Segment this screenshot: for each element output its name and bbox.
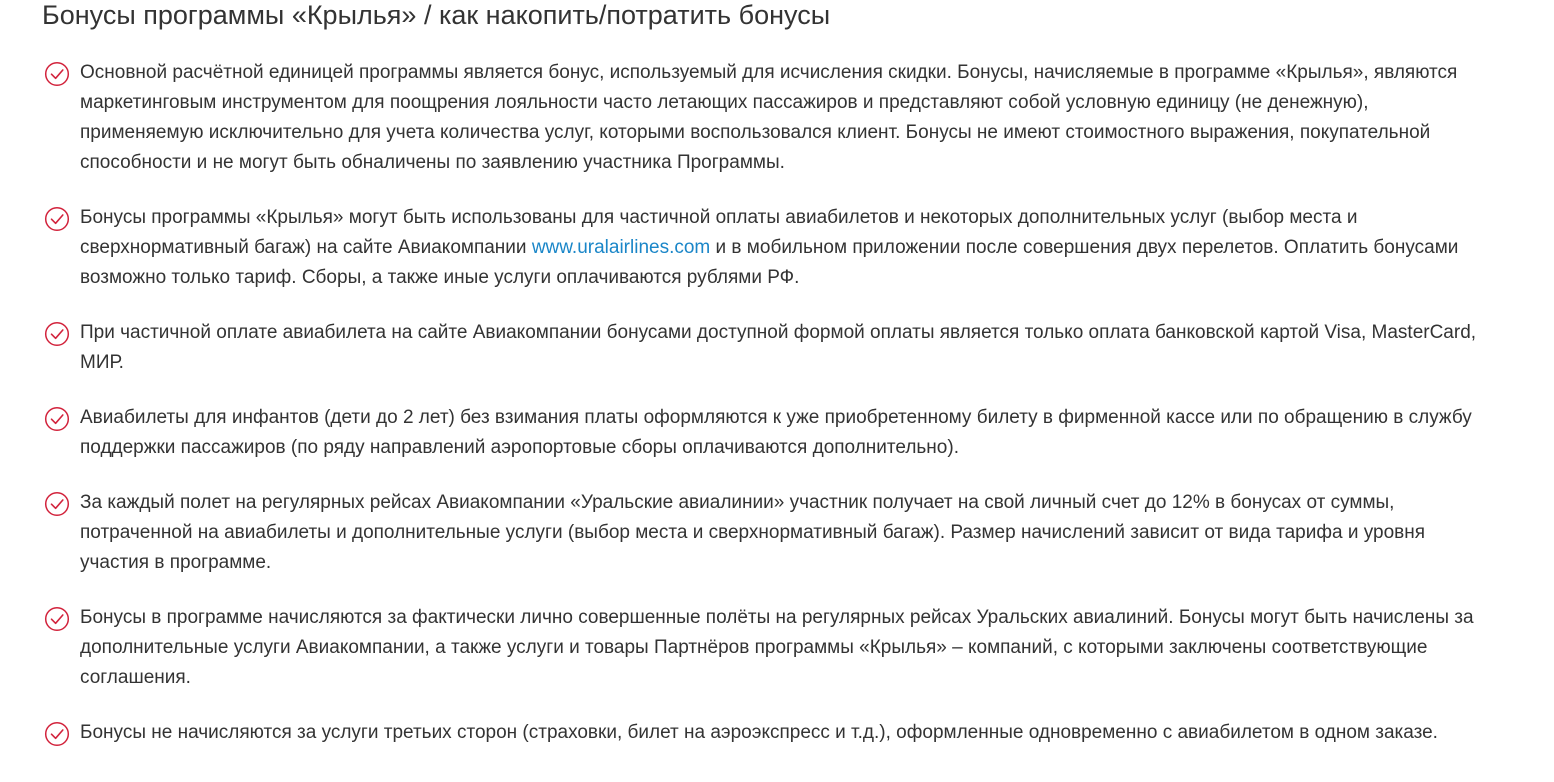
- list-item-text: Авиабилеты для инфантов (дети до 2 лет) без взимания платы оформляются к уже приобретенному билету в фирменной кассе или по обращению в службу поддержки пассажиров (по ряду направлений аэропортовые сборы оплачиваются дополнительно).: [80, 407, 1472, 458]
- list-item: [44, 318, 1484, 378]
- list-item: [44, 718, 1484, 748]
- check-circle-icon: [44, 491, 70, 517]
- list-item-text-before-link: Бонусы программы «Крылья» могут быть использованы для частичной оплаты авиабилетов и некоторых дополнительных услуг (выбор места и сверхнормативный багаж) на сайте Авиакомпании: [80, 207, 1358, 258]
- list-item-text: Основной расчётной единицей программы является бонус, используемый для исчисления скидки. Бонусы, начисляемые в программе «Крылья», являются маркетинговым инструментом для поощрения лояльности часто летающих пассажиров и представляют собой условную единицу (не денежную), применяемую исключительно для учета количества услуг, которыми воспользовался клиент. Бонусы не имеют стоимостного выражения, покупательной способности и не могут быть обналичены по заявлению участника Программы.: [80, 62, 1458, 173]
- list-item: [44, 58, 1484, 178]
- list-item-text-after-link: и в мобильном приложении после совершения двух перелетов. Оплатить бонусами возможно только тариф. Сборы, а также иные услуги оплачиваются рублями РФ.: [80, 237, 1459, 288]
- uralairlines-link[interactable]: www.uralairlines.com: [531, 237, 711, 258]
- page-title: Бонусы программы «Крылья» / как накопить/потратить бонусы: [42, 0, 831, 30]
- check-circle-icon: [44, 406, 70, 432]
- check-circle-icon: [44, 61, 70, 87]
- bonus-rules-list: [44, 58, 1484, 773]
- list-item: [44, 203, 1484, 293]
- check-circle-icon: [44, 321, 70, 347]
- list-item-text: При частичной оплате авиабилета на сайте Авиакомпании бонусами доступной формой оплаты является только оплата банковской картой Visa, MasterCard, МИР.: [80, 322, 1477, 373]
- list-item-text: За каждый полет на регулярных рейсах Авиакомпании «Уральские авиалинии» участник получает на свой личный счет до 12% в бонусах от суммы, потраченной на авиабилеты и дополнительные услуги (выбор места и сверхнормативный багаж). Размер начислений зависит от вида тарифа и уровня участия в программе.: [80, 492, 1426, 573]
- check-circle-icon: [44, 206, 70, 232]
- list-item: [44, 603, 1484, 693]
- list-item-text: Бонусы не начисляются за услуги третьих сторон (страховки, билет на аэроэкспресс и т.д.), оформленные одновременно с авиабилетом в одном заказе.: [80, 722, 1438, 743]
- list-item-text: Бонусы в программе начисляются за фактически лично совершенные полёты на регулярных рейсах Уральских авиалиний. Бонусы могут быть начислены за дополнительные услуги Авиакомпании, а также услуги и товары Партнёров программы «Крылья» – компаний, с которыми заключены соответствующие соглашения.: [80, 607, 1474, 688]
- check-circle-icon: [44, 606, 70, 632]
- list-item: [44, 488, 1484, 578]
- check-circle-icon: [44, 721, 70, 747]
- list-item: [44, 403, 1484, 463]
- list-item-text: [80, 203, 1484, 293]
